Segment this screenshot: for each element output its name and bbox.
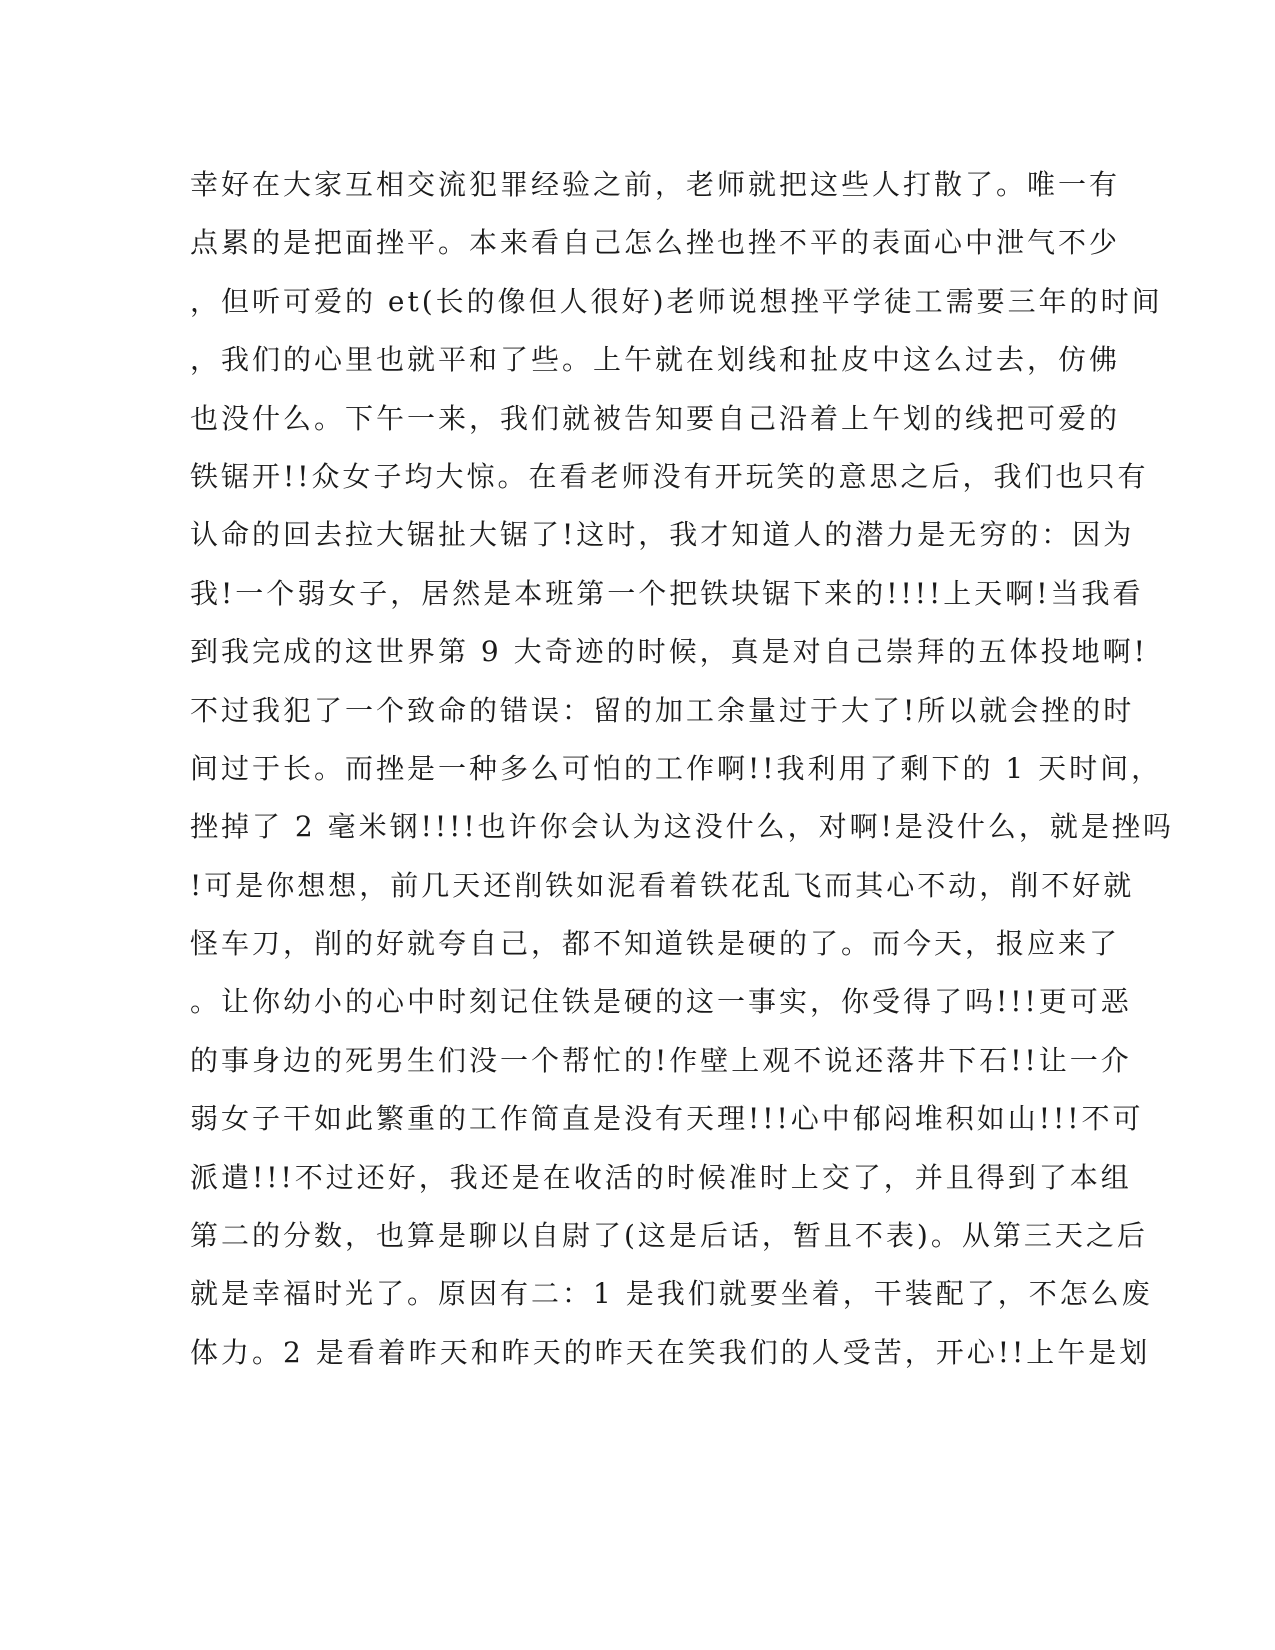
text-line-4: ，我们的心里也就平和了些。上午就在划线和扯皮中这么过去，仿佛	[190, 343, 1121, 377]
text-line-7: 认命的回去拉大锯扯大锯了!这时，我才知道人的潜力是无穷的：因为	[190, 518, 1135, 552]
text-line-2: 点累的是把面挫平。本来看自己怎么挫也挫不平的表面心中泄气不少	[190, 226, 1121, 260]
text-line-6: 铁锯开!!众女子均大惊。在看老师没有开玩笑的意思之后，我们也只有	[190, 459, 1149, 493]
text-line-19: 第二的分数，也算是聊以自尉了(这是后话，暂且不表)。从第三天之后	[190, 1219, 1148, 1253]
text-line-5: 也没什么。下午一来，我们就被告知要自己沿着上午划的线把可爱的	[190, 401, 1121, 435]
text-line-18: 派遣!!!不过还好，我还是在收活的时候准时上交了，并且得到了本组	[190, 1160, 1132, 1194]
text-line-1: 幸好在大家互相交流犯罪经验之前，老师就把这些人打散了。唯一有	[190, 168, 1121, 201]
text-line-3: ，但听可爱的 et(长的像但人很好)老师说想挫平学徒工需要三年的时间	[190, 284, 1163, 318]
text-line-12: 挫掉了 2 毫米钢!!!!也许你会认为这没什么，对啊!是没什么，就是挫吗	[190, 810, 1174, 844]
text-line-13: !可是你想想，前几天还削铁如泥看着铁花乱飞而其心不动，削不好就	[190, 868, 1135, 902]
text-line-9: 到我完成的这世界第 9 大奇迹的时候，真是对自己崇拜的五体投地啊!	[190, 635, 1148, 669]
text-line-20: 就是幸福时光了。原因有二：1 是我们就要坐着，干装配了，不怎么废	[190, 1277, 1153, 1311]
text-line-11: 间过于长。而挫是一种多么可怕的工作啊!!我利用了剩下的 1 天时间，	[190, 751, 1163, 785]
text-line-10: 不过我犯了一个致命的错误：留的加工余量过于大了!所以就会挫的时	[190, 693, 1135, 727]
text-line-8: 我!一个弱女子，居然是本班第一个把铁块锯下来的!!!!上天啊!当我看	[190, 576, 1144, 610]
text-line-16: 的事身边的死男生们没一个帮忙的!作壁上观不说还落井下石!!让一介	[190, 1043, 1132, 1077]
text-line-15: 。让你幼小的心中时刻记住铁是硬的这一事实，你受得了吗!!!更可恶	[190, 985, 1132, 1019]
text-line-17: 弱女子干如此繁重的工作简直是没有天理!!!心中郁闷堆积如山!!!不可	[190, 1102, 1144, 1136]
text-line-21: 体力。2 是看着昨天和昨天的昨天在笑我们的人受苦，开心!!上午是划	[190, 1335, 1151, 1369]
text-line-14: 怪车刀，削的好就夸自己，都不知道铁是硬的了。而今天，报应来了	[190, 927, 1121, 961]
body-text	[190, 162, 1174, 1388]
